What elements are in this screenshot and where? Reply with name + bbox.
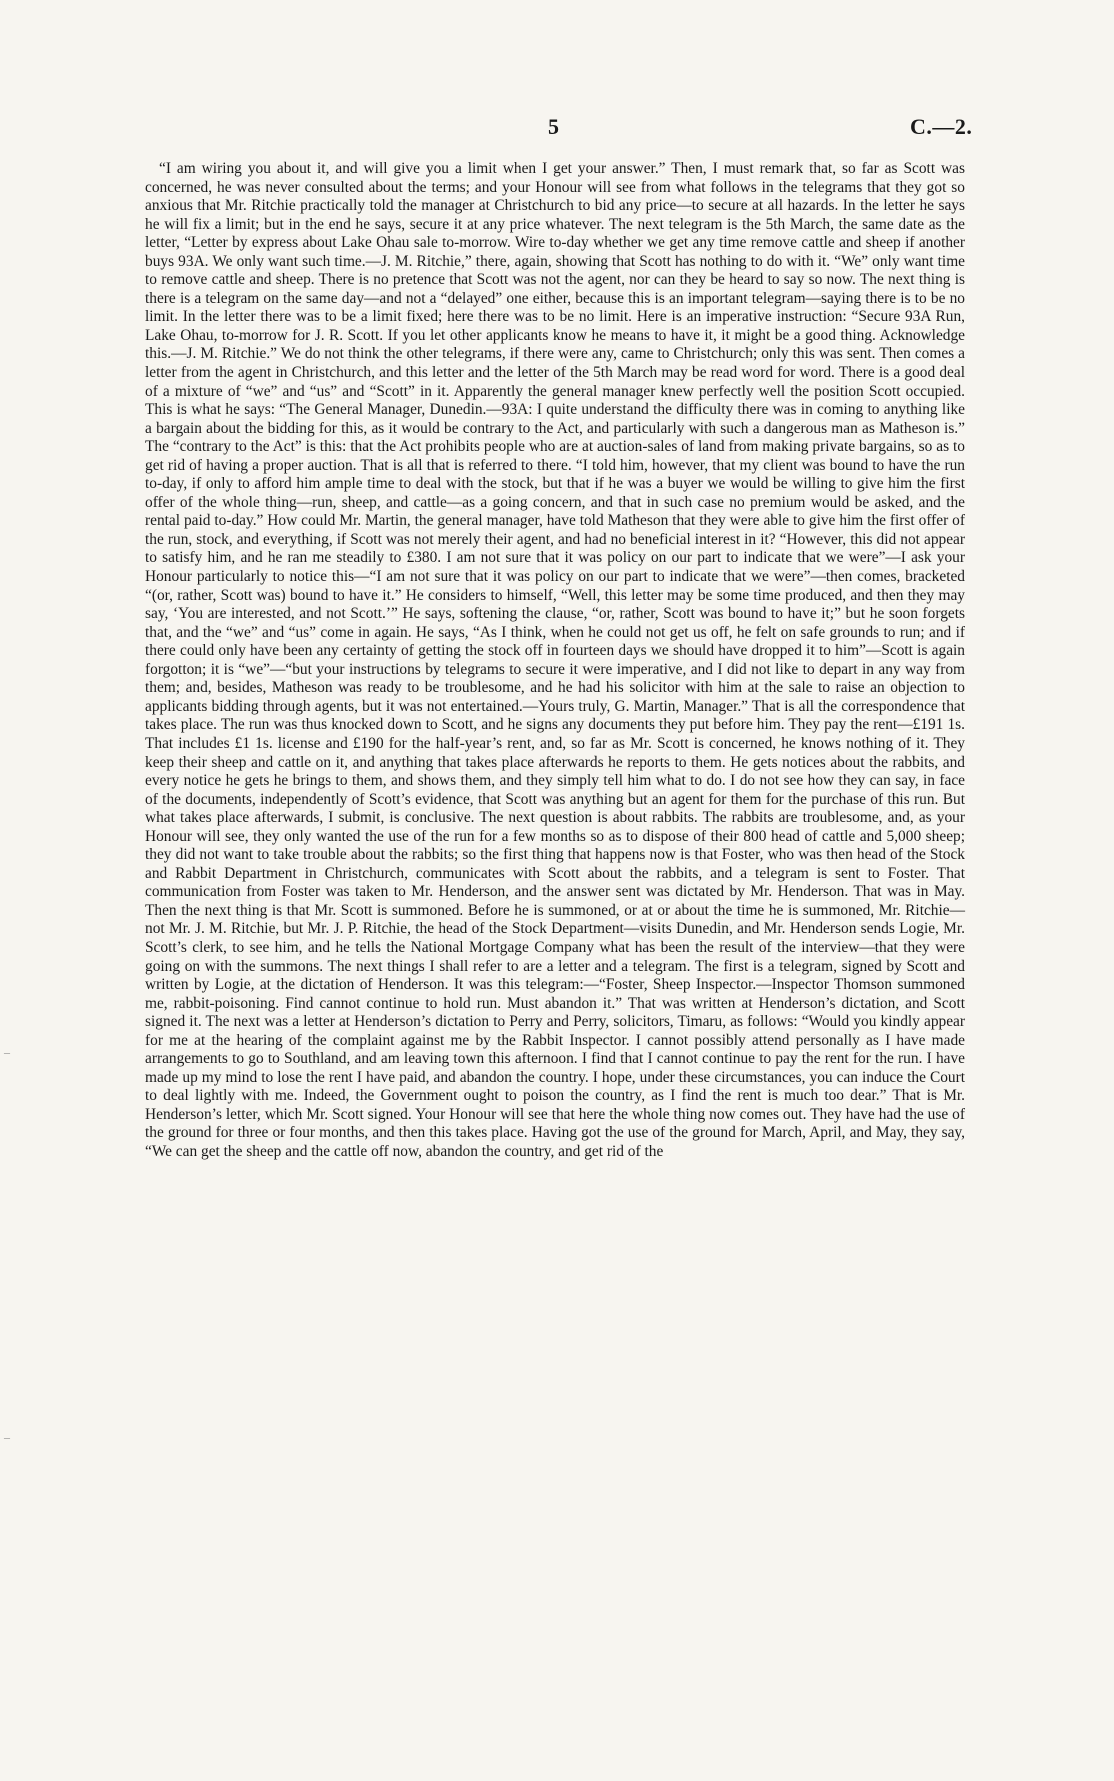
page-number: 5 bbox=[548, 114, 559, 139]
margin-mark: – bbox=[4, 1430, 10, 1444]
document-code: C.—2. bbox=[910, 114, 973, 139]
margin-mark: – bbox=[4, 1045, 10, 1059]
body-paragraph: “I am wiring you about it, and will give you a limit when I get your answer.” Then, I must remark that, so far as Scott was concerned, he was never consulted about the terms; and your Honour will see from what follows in the telegrams that they got so anxious that Mr. Ritchie practically told the manager at Christchurch to bid any price—to secure at all hazards. In the letter he says he will fix a limit; but in the end he says, secure it at any price whatever. The next telegram is the 5th March, the same date as the letter, “Letter by express about Lake Ohau sale to-morrow. Wire to-day whether we get any time remove cattle and sheep if another buys 93A. We only want such time.—J. M. Ritchie,” there, again, showing that Scott has nothing to do with it. “We” only want time to remove cattle and sheep. There is no pretence that Scott was not the agent, nor can they be heard to say so now. The next thing is there is a telegram on the same day—and not a “delayed” one either, because this is an important telegram—saying there is to be no limit. In the letter there was to be a limit fixed; here there was to be no limit. Here is an imperative instruction: “Secure 93A Run, Lake Ohau, to-morrow for J. R. Scott. If you let other applicants know he means to have it, it might be a good thing. Acknowledge this.—J. M. Ritchie.” We do not think the other telegrams, if there were any, came to Christchurch; only this was sent. Then comes a letter from the agent in Christchurch, and this letter and the letter of the 5th March may be read word for word. There is a good deal of a mixture of “we” and “us” and “Scott” in it. Apparently the general manager knew perfectly well the position Scott occupied. This is what he says: “The General Manager, Dunedin.—93A: I quite understand the difficulty there was in coming to anything like a bargain about the bidding for this, as it would be contrary to the Act, and particularly with such a dangerous man as Matheson is.” The “contrary to the Act” is this: that the Act prohibits people who are at auction-sales of land from making private bargains, so as to get rid of having a proper auction. That is all that is referred to there. “I told him, however, that my client was bound to have the run to-day, if only to afford him ample time to deal with the stock, but that if he was a buyer we would be willing to give him the first offer of the whole thing—run, sheep, and cattle—as a going concern, and that in such case no premium would be asked, and the rental paid to-day.” How could Mr. Martin, the general manager, have told Matheson that they were able to give him the first offer of the run, stock, and everything, if Scott was not merely their agent, and had no beneficial interest in it? “However, this did not appear to satisfy him, and he ran me steadily to £380. I am not sure that it was policy on our part to indicate that we were”—I ask your Honour particularly to notice this—“I am not sure that it was policy on our part to indicate that we were”—then comes, bracketed “(or, rather, Scott was) bound to have it.” He considers to himself, “Well, this letter may be some time produced, and then they may say, ‘You are interested, and not Scott.’” He says, softening the clause, “or, rather, Scott was bound to have it;” but he soon forgets that, and the “we” and “us” come in again. He says, “As I think, when he could not get us off, he felt on safe grounds to run; and if there could only have been any certainty of getting the stock off in fourteen days we should have dropped it to him”—Scott is again forgotton; it is “we”—“but your instructions by telegrams to secure it were imperative, and I did not like to depart in any way from them; and, besides, Matheson was ready to be troublesome, and he had his solicitor with him at the sale to raise an objection to applicants bidding through agents, but it was not entertained.—Yours truly, G. Martin, Manager.” That is all the correspondence that takes place. The run was thus knocked down to Scott, and he signs any documents they put before him. They pay the rent—£191 1s. That includes £1 1s. license and £190 for the half-year’s rent, and, so far as Mr. Scott is concerned, he knows nothing of it. They keep their sheep and cattle on it, and anything that takes place afterwards he reports to them. He gets notices about the rabbits, and every notice he gets he brings to them, and shows them, and they simply tell him what to do. I do not see how they can say, in face of the documents, independently of Scott’s evidence, that Scott was anything but an agent for them for the purchase of this run. But what takes place afterwards, I submit, is conclusive. The next question is about rabbits. The rabbits are troublesome, and, as your Honour will see, they only wanted the use of the run for a few months so as to dispose of their 800 head of cattle and 5,000 sheep; they did not want to take trouble about the rabbits; so the first thing that happens now is that Foster, who was then head of the Stock and Rabbit Department in Christchurch, communicates with Scott about the rabbits, and a telegram is sent to Foster. That communication from Foster was taken to Mr. Henderson, and the answer sent was dictated by Mr. Henderson. That was in May. Then the next thing is that Mr. Scott is summoned. Before he is summoned, or at or about the time he is summoned, Mr. Ritchie—not Mr. J. M. Ritchie, but Mr. J. P. Ritchie, the head of the Stock Department—visits Dunedin, and Mr. Henderson sends Logie, Mr. Scott’s clerk, to see him, and he tells the National Mortgage Company what has been the result of the interview—that they were going on with the summons. The next things I shall refer to are a letter and a telegram. The first is a telegram, signed by Scott and written by Logie, at the dictation of Henderson. It was this telegram:—“Foster, Sheep Inspector.—Inspector Thomson summoned me, rabbit-poisoning. Find cannot continue to hold run. Must abandon it.” That was written at Henderson’s dictation, and Scott signed it. The next was a letter at Henderson’s dictation to Perry and Perry, solicitors, Timaru, as follows: “Would you kindly appear for me at the hearing of the complaint against me by the Rabbit Inspector. I cannot possibly attend personally as I have made arrangements to go to Southland, and am leaving town this afternoon. I find that I cannot continue to pay the rent for the run. I have made up my mind to lose the rent I have paid, and abandon the country. I hope, under these circumstances, you can induce the Court to deal lightly with me. Indeed, the Government ought to poison the country, as I find the rent is much too dear.” That is Mr. Henderson’s letter, which Mr. Scott signed. Your Honour will see that here the whole thing now comes out. They have had the use of the ground for three or four months, and then this takes place. Having got the use of the ground for March, April, and May, they say, “We can get the sheep and the cattle off now, abandon the country, and get rid of the bbox=[145, 160, 965, 1160]
